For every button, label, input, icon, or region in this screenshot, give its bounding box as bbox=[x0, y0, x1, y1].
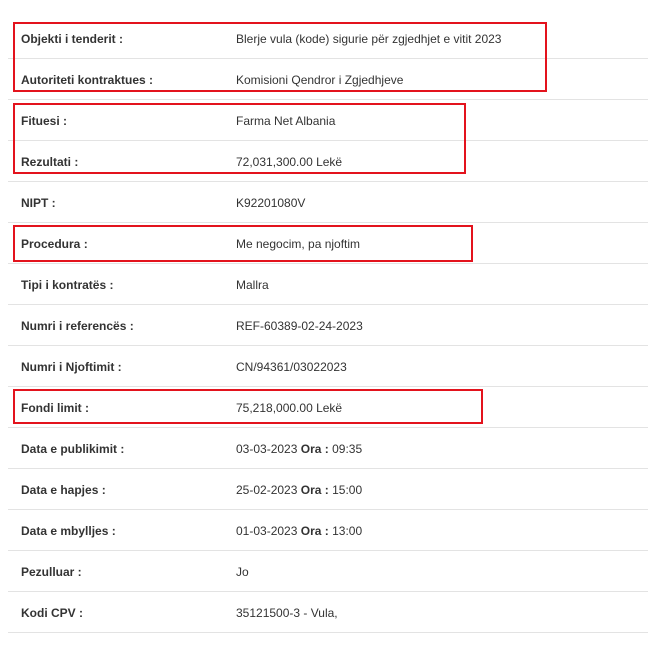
row-value: Komisioni Qendror i Zgjedhjeve bbox=[236, 73, 404, 87]
row-numri-references bbox=[8, 305, 648, 346]
row-label: NIPT : bbox=[21, 196, 56, 210]
row-value: REF-60389-02-24-2023 bbox=[236, 319, 363, 333]
row-value bbox=[236, 442, 362, 456]
ora-label: Ora : bbox=[300, 483, 329, 497]
row-value: Me negocim, pa njoftim bbox=[236, 237, 361, 251]
tender-details-table bbox=[8, 18, 648, 633]
row-rezultati bbox=[8, 141, 648, 182]
row-label: Objekti i tenderit : bbox=[21, 32, 124, 46]
row-label: Data e hapjes : bbox=[21, 483, 106, 497]
row-label: Fituesi : bbox=[21, 114, 68, 128]
row-procedura bbox=[8, 223, 648, 264]
row-value bbox=[236, 483, 362, 497]
ora-label: Ora : bbox=[300, 524, 329, 538]
row-value: 72,031,300.00 Lekë bbox=[236, 155, 343, 169]
row-objekti bbox=[8, 18, 648, 59]
row-label: Numri i referencës : bbox=[21, 319, 134, 333]
row-label: Procedura : bbox=[21, 237, 88, 251]
row-label: Tipi i kontratës : bbox=[21, 278, 114, 292]
row-label: Kodi CPV : bbox=[21, 606, 83, 620]
row-value: 75,218,000.00 Lekë bbox=[236, 401, 343, 415]
row-pezulluar bbox=[8, 551, 648, 592]
row-data-hapjes bbox=[8, 469, 648, 510]
row-value: CN/94361/03022023 bbox=[236, 360, 347, 374]
date-value: 03-03-2023 bbox=[236, 442, 298, 456]
date-value: 01-03-2023 bbox=[236, 524, 298, 538]
row-label: Rezultati : bbox=[21, 155, 79, 169]
row-nipt bbox=[8, 182, 648, 223]
time-value: 13:00 bbox=[332, 524, 363, 538]
row-label: Pezulluar : bbox=[21, 565, 82, 579]
row-tipi-kontrates bbox=[8, 264, 648, 305]
row-fituesi bbox=[8, 100, 648, 141]
time-value: 15:00 bbox=[332, 483, 363, 497]
row-value: K92201080V bbox=[236, 196, 306, 210]
row-label: Fondi limit : bbox=[21, 401, 89, 415]
row-autoriteti bbox=[8, 59, 648, 100]
row-label: Numri i Njoftimit : bbox=[21, 360, 122, 374]
row-label: Autoriteti kontraktues : bbox=[21, 73, 154, 87]
row-value: Jo bbox=[236, 565, 249, 579]
row-label: Data e mbylljes : bbox=[21, 524, 116, 538]
row-numri-njoftimit bbox=[8, 346, 648, 387]
row-value: 35121500-3 - Vula, bbox=[236, 606, 338, 620]
ora-label: Ora : bbox=[300, 442, 329, 456]
date-value: 25-02-2023 bbox=[236, 483, 298, 497]
row-kodi-cpv bbox=[8, 592, 648, 633]
time-value: 09:35 bbox=[332, 442, 363, 456]
row-value: Mallra bbox=[236, 278, 269, 292]
row-value: Farma Net Albania bbox=[236, 114, 336, 128]
row-fondi-limit bbox=[8, 387, 648, 428]
row-label: Data e publikimit : bbox=[21, 442, 125, 456]
row-data-mbylljes bbox=[8, 510, 648, 551]
row-value: Blerje vula (kode) sigurie për zgjedhjet e vitit 2023 bbox=[236, 32, 502, 46]
row-data-publikimit bbox=[8, 428, 648, 469]
row-value bbox=[236, 524, 362, 538]
